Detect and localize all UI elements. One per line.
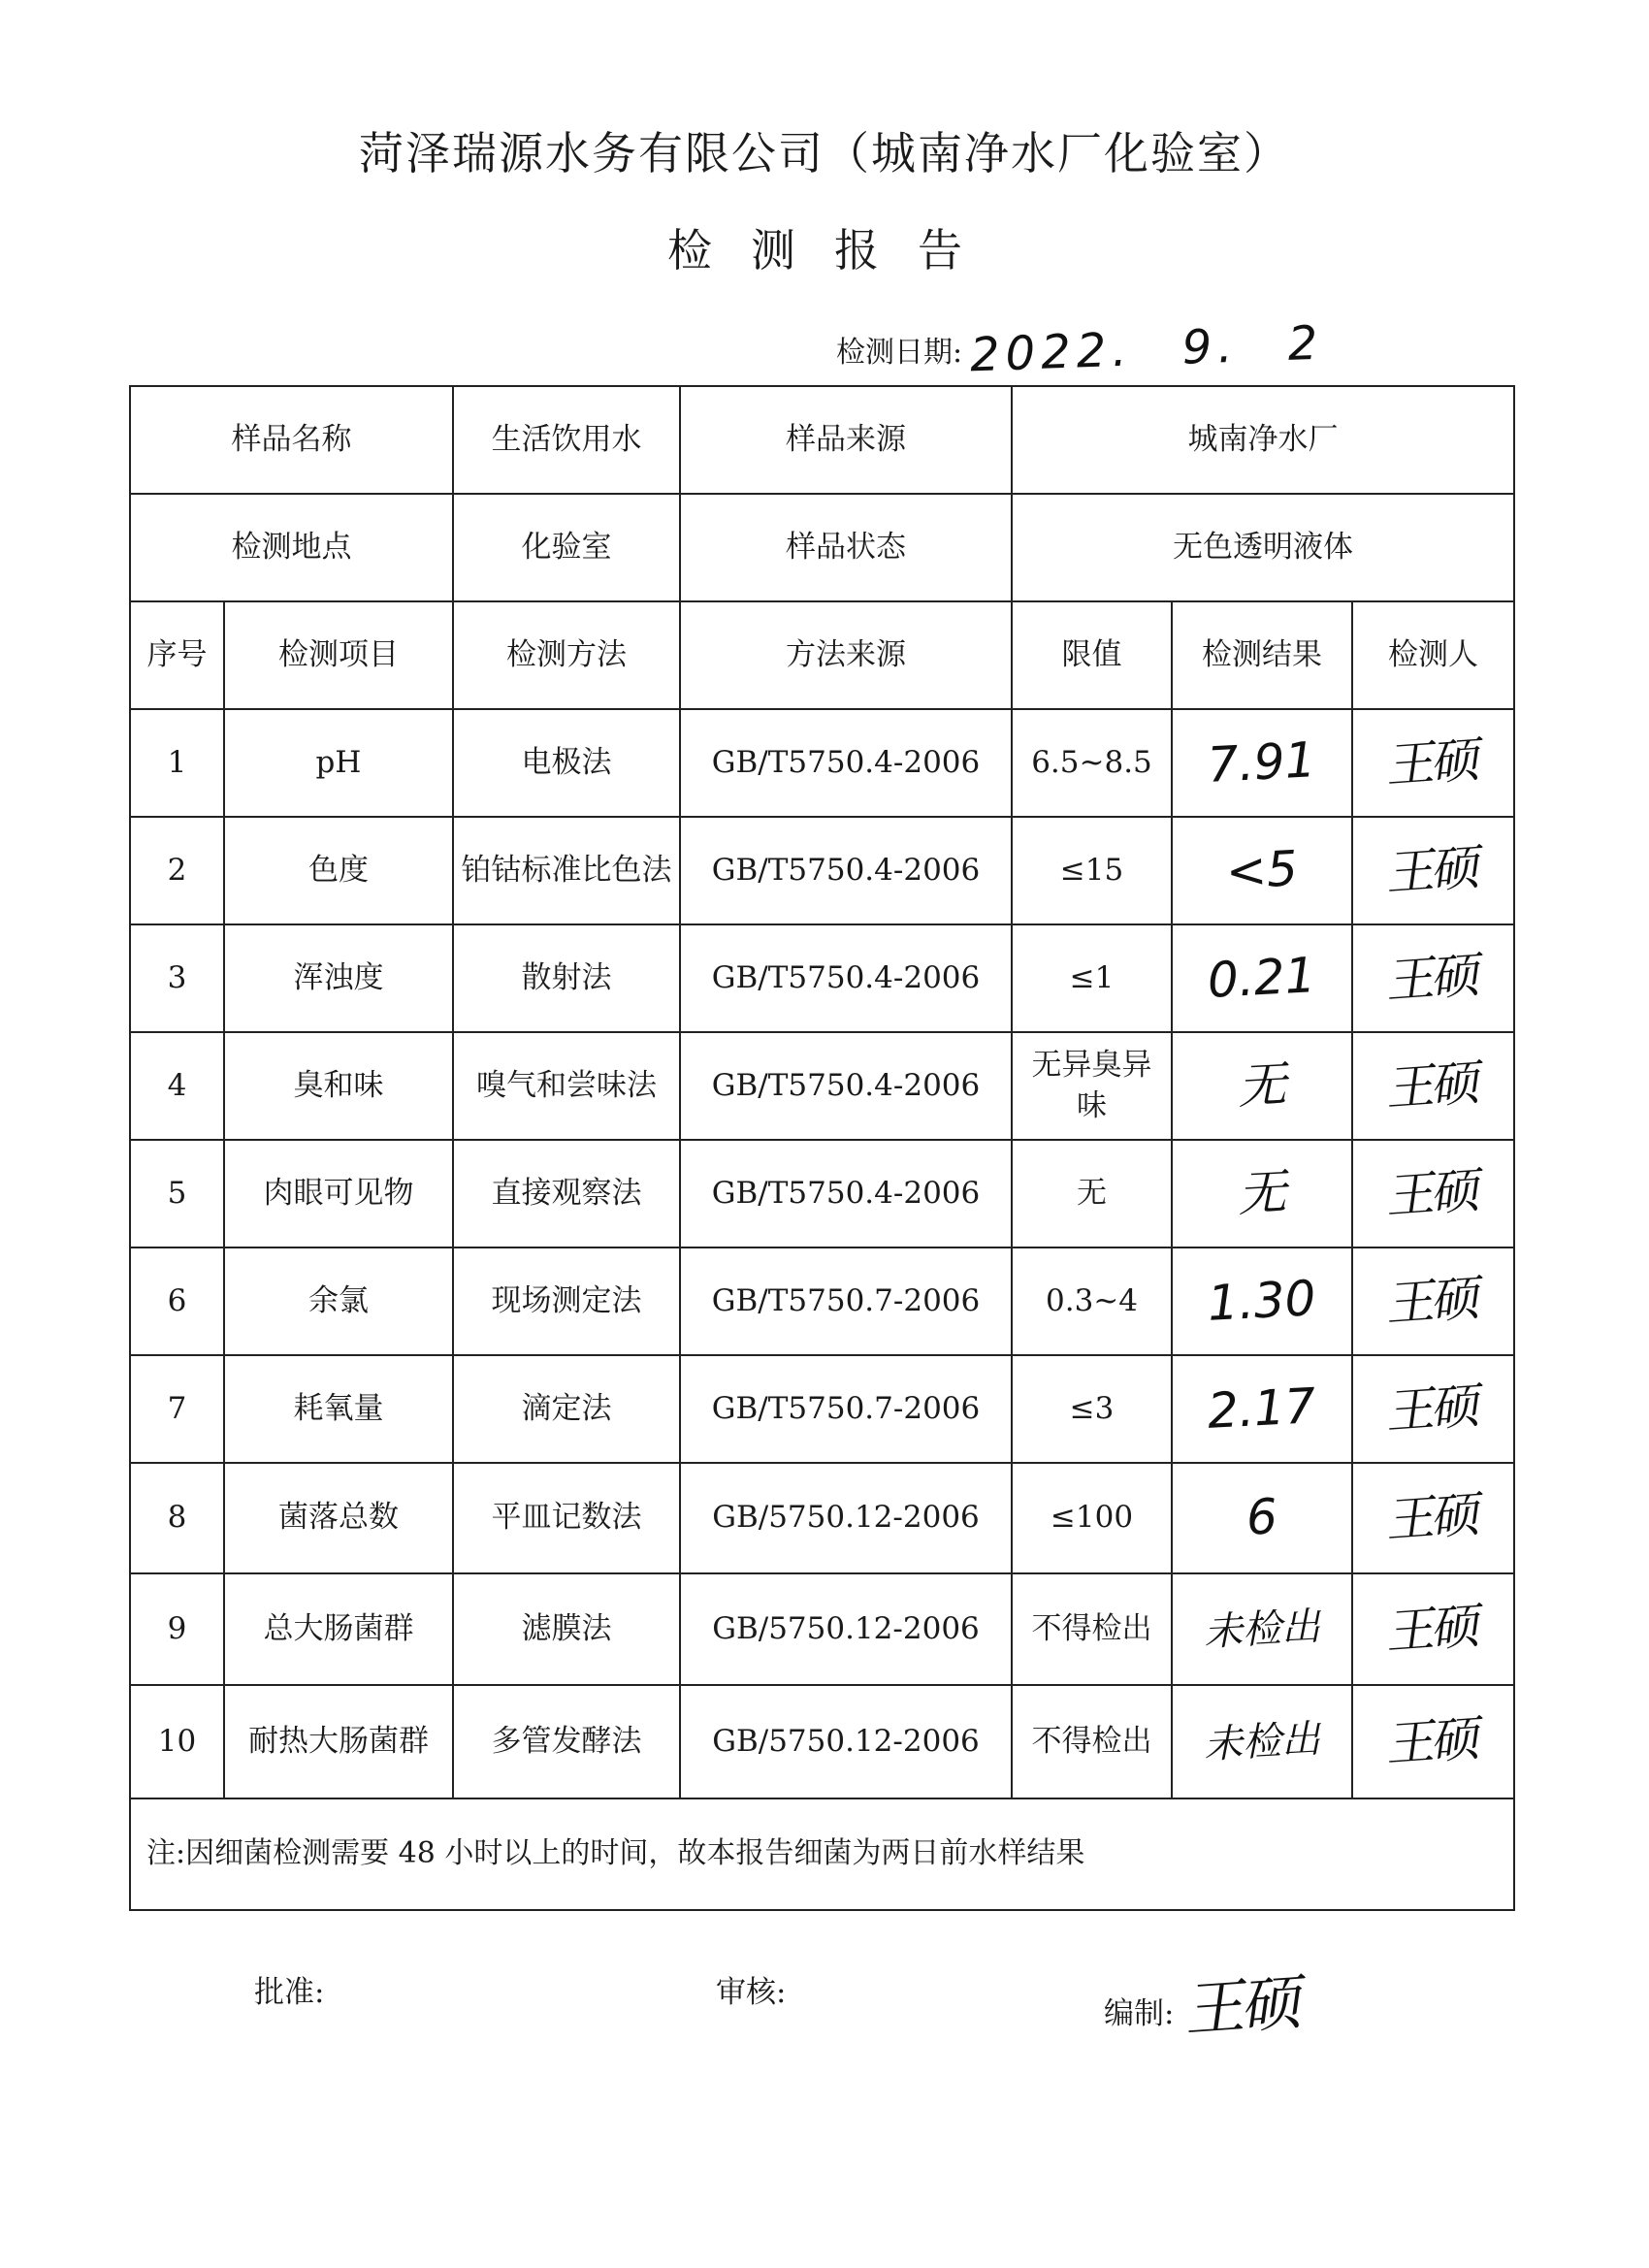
inspector-signature: 王硕 [1384, 1053, 1482, 1118]
inspector-signature: 王硕 [1384, 1597, 1482, 1661]
report-note: 注:因细菌检测需要 48 小时以上的时间，故本报告细菌为两日前水样结果 [130, 1798, 1514, 1910]
note-row [130, 1798, 1514, 1910]
table-row [130, 817, 1514, 924]
sample-source-label: 样品来源 [680, 386, 1012, 494]
row-item: pH [224, 709, 453, 817]
inspector-signature: 王硕 [1384, 1161, 1482, 1225]
sample-state: 无色透明液体 [1012, 494, 1514, 601]
review-field [716, 1967, 786, 2011]
approve-label: 批准: [254, 1975, 325, 2010]
col-header-result: 检测结果 [1172, 601, 1352, 709]
row-item: 浑浊度 [224, 924, 453, 1032]
row-method: 嗅气和尝味法 [453, 1032, 680, 1140]
row-no: 6 [130, 1247, 224, 1355]
row-no: 8 [130, 1463, 224, 1573]
table-row [130, 924, 1514, 1032]
col-header-inspector: 检测人 [1352, 601, 1514, 709]
table-row [130, 709, 1514, 817]
prepare-label: 编制: [1104, 1996, 1175, 2031]
sample-state-label: 样品状态 [680, 494, 1012, 601]
row-inspector [1352, 709, 1514, 817]
col-header-source: 方法来源 [680, 601, 1012, 709]
result-handwritten: 无 [1236, 1163, 1288, 1223]
row-item: 耐热大肠菌群 [224, 1685, 453, 1798]
row-item: 色度 [224, 817, 453, 924]
row-item: 总大肠菌群 [224, 1573, 453, 1685]
col-header-item: 检测项目 [224, 601, 453, 709]
row-method: 散射法 [453, 924, 680, 1032]
row-no: 3 [130, 924, 224, 1032]
row-method: 现场测定法 [453, 1247, 680, 1355]
result-handwritten: 未检出 [1202, 1604, 1322, 1655]
table-row [130, 1685, 1514, 1798]
location: 化验室 [453, 494, 680, 601]
sample-name: 生活饮用水 [453, 386, 680, 494]
row-source: GB/5750.12-2006 [680, 1685, 1012, 1798]
row-result [1172, 817, 1352, 924]
report-table [129, 385, 1515, 1911]
row-inspector [1352, 1247, 1514, 1355]
row-source: GB/T5750.7-2006 [680, 1247, 1012, 1355]
row-limit: 不得检出 [1012, 1685, 1172, 1798]
row-inspector [1352, 1355, 1514, 1463]
result-handwritten: 1.30 [1206, 1269, 1318, 1332]
row-no: 5 [130, 1140, 224, 1247]
row-inspector [1352, 924, 1514, 1032]
row-item: 臭和味 [224, 1032, 453, 1140]
result-handwritten: 2.17 [1206, 1377, 1318, 1440]
result-handwritten: 7.91 [1206, 730, 1318, 794]
result-handwritten: 0.21 [1206, 946, 1318, 1009]
row-result [1172, 1685, 1352, 1798]
prepare-signature: 王硕 [1183, 1965, 1307, 2046]
row-method: 铂钴标准比色法 [453, 817, 680, 924]
table-row [130, 1140, 1514, 1247]
row-item: 耗氧量 [224, 1355, 453, 1463]
signature-footer [0, 1950, 1649, 2046]
review-label: 审核: [716, 1975, 787, 2010]
row-source: GB/5750.12-2006 [680, 1573, 1012, 1685]
report-title: 菏泽瑞源水务有限公司（城南净水厂化验室） [359, 127, 1290, 179]
table-row [130, 1247, 1514, 1355]
approve-field [254, 1967, 324, 2011]
row-no: 4 [130, 1032, 224, 1140]
result-handwritten: 无 [1236, 1055, 1288, 1116]
row-result [1172, 1355, 1352, 1463]
row-method: 平皿记数法 [453, 1463, 680, 1573]
row-item: 余氯 [224, 1247, 453, 1355]
table-row [130, 1573, 1514, 1685]
inspector-signature: 王硕 [1384, 1377, 1482, 1441]
row-inspector [1352, 1032, 1514, 1140]
info-row-1 [130, 386, 1514, 494]
row-result [1172, 1463, 1352, 1573]
row-inspector [1352, 1573, 1514, 1685]
row-method: 多管发酵法 [453, 1685, 680, 1798]
column-header-row [130, 601, 1514, 709]
row-source: GB/5750.12-2006 [680, 1463, 1012, 1573]
row-source: GB/T5750.7-2006 [680, 1355, 1012, 1463]
row-inspector [1352, 1463, 1514, 1573]
row-source: GB/T5750.4-2006 [680, 924, 1012, 1032]
sample-source: 城南净水厂 [1012, 386, 1514, 494]
inspector-signature: 王硕 [1384, 1485, 1482, 1549]
row-no: 7 [130, 1355, 224, 1463]
info-row-2 [130, 494, 1514, 601]
row-inspector [1352, 1685, 1514, 1798]
row-method: 滤膜法 [453, 1573, 680, 1685]
row-limit: ≤3 [1012, 1355, 1172, 1463]
row-no: 1 [130, 709, 224, 817]
row-source: GB/T5750.4-2006 [680, 709, 1012, 817]
row-source: GB/T5750.4-2006 [680, 817, 1012, 924]
row-result [1172, 709, 1352, 817]
row-limit: 无 [1012, 1140, 1172, 1247]
row-limit: ≤15 [1012, 817, 1172, 924]
inspector-signature: 王硕 [1384, 838, 1482, 902]
row-limit: 0.3~4 [1012, 1247, 1172, 1355]
row-source: GB/T5750.4-2006 [680, 1140, 1012, 1247]
test-date-label: 检测日期: [836, 336, 963, 370]
row-limit: 6.5~8.5 [1012, 709, 1172, 817]
inspector-signature: 王硕 [1384, 946, 1482, 1010]
result-handwritten: 未检出 [1202, 1716, 1322, 1767]
table-row [130, 1032, 1514, 1140]
row-limit: 无异臭异味 [1012, 1032, 1172, 1140]
row-no: 2 [130, 817, 224, 924]
row-limit: 不得检出 [1012, 1573, 1172, 1685]
result-handwritten: 6 [1245, 1488, 1279, 1547]
table-row [130, 1355, 1514, 1463]
row-source: GB/T5750.4-2006 [680, 1032, 1012, 1140]
row-limit: ≤1 [1012, 924, 1172, 1032]
row-result [1172, 1140, 1352, 1247]
location-label: 检测地点 [130, 494, 453, 601]
result-handwritten: <5 [1224, 839, 1300, 900]
row-result [1172, 1573, 1352, 1685]
row-inspector [1352, 1140, 1514, 1247]
row-item: 菌落总数 [224, 1463, 453, 1573]
col-header-method: 检测方法 [453, 601, 680, 709]
row-result [1172, 1032, 1352, 1140]
col-header-no: 序号 [130, 601, 224, 709]
row-item: 肉眼可见物 [224, 1140, 453, 1247]
row-result [1172, 1247, 1352, 1355]
inspector-signature: 王硕 [1384, 1709, 1482, 1773]
row-result [1172, 924, 1352, 1032]
row-method: 电极法 [453, 709, 680, 817]
row-limit: ≤100 [1012, 1463, 1172, 1573]
row-inspector [1352, 817, 1514, 924]
report-subtitle: 检测报告 [667, 224, 1001, 276]
row-method: 直接观察法 [453, 1140, 680, 1247]
test-date [836, 315, 1325, 383]
inspector-signature: 王硕 [1384, 1269, 1482, 1333]
inspector-signature: 王硕 [1384, 730, 1482, 794]
row-method: 滴定法 [453, 1355, 680, 1463]
col-header-limit: 限值 [1012, 601, 1172, 709]
sample-name-label: 样品名称 [130, 386, 453, 494]
row-no: 9 [130, 1573, 224, 1685]
table-row [130, 1463, 1514, 1573]
test-date-value: 2022. 9. 2 [969, 315, 1325, 383]
row-no: 10 [130, 1685, 224, 1798]
prepare-field [1104, 1965, 1307, 2054]
